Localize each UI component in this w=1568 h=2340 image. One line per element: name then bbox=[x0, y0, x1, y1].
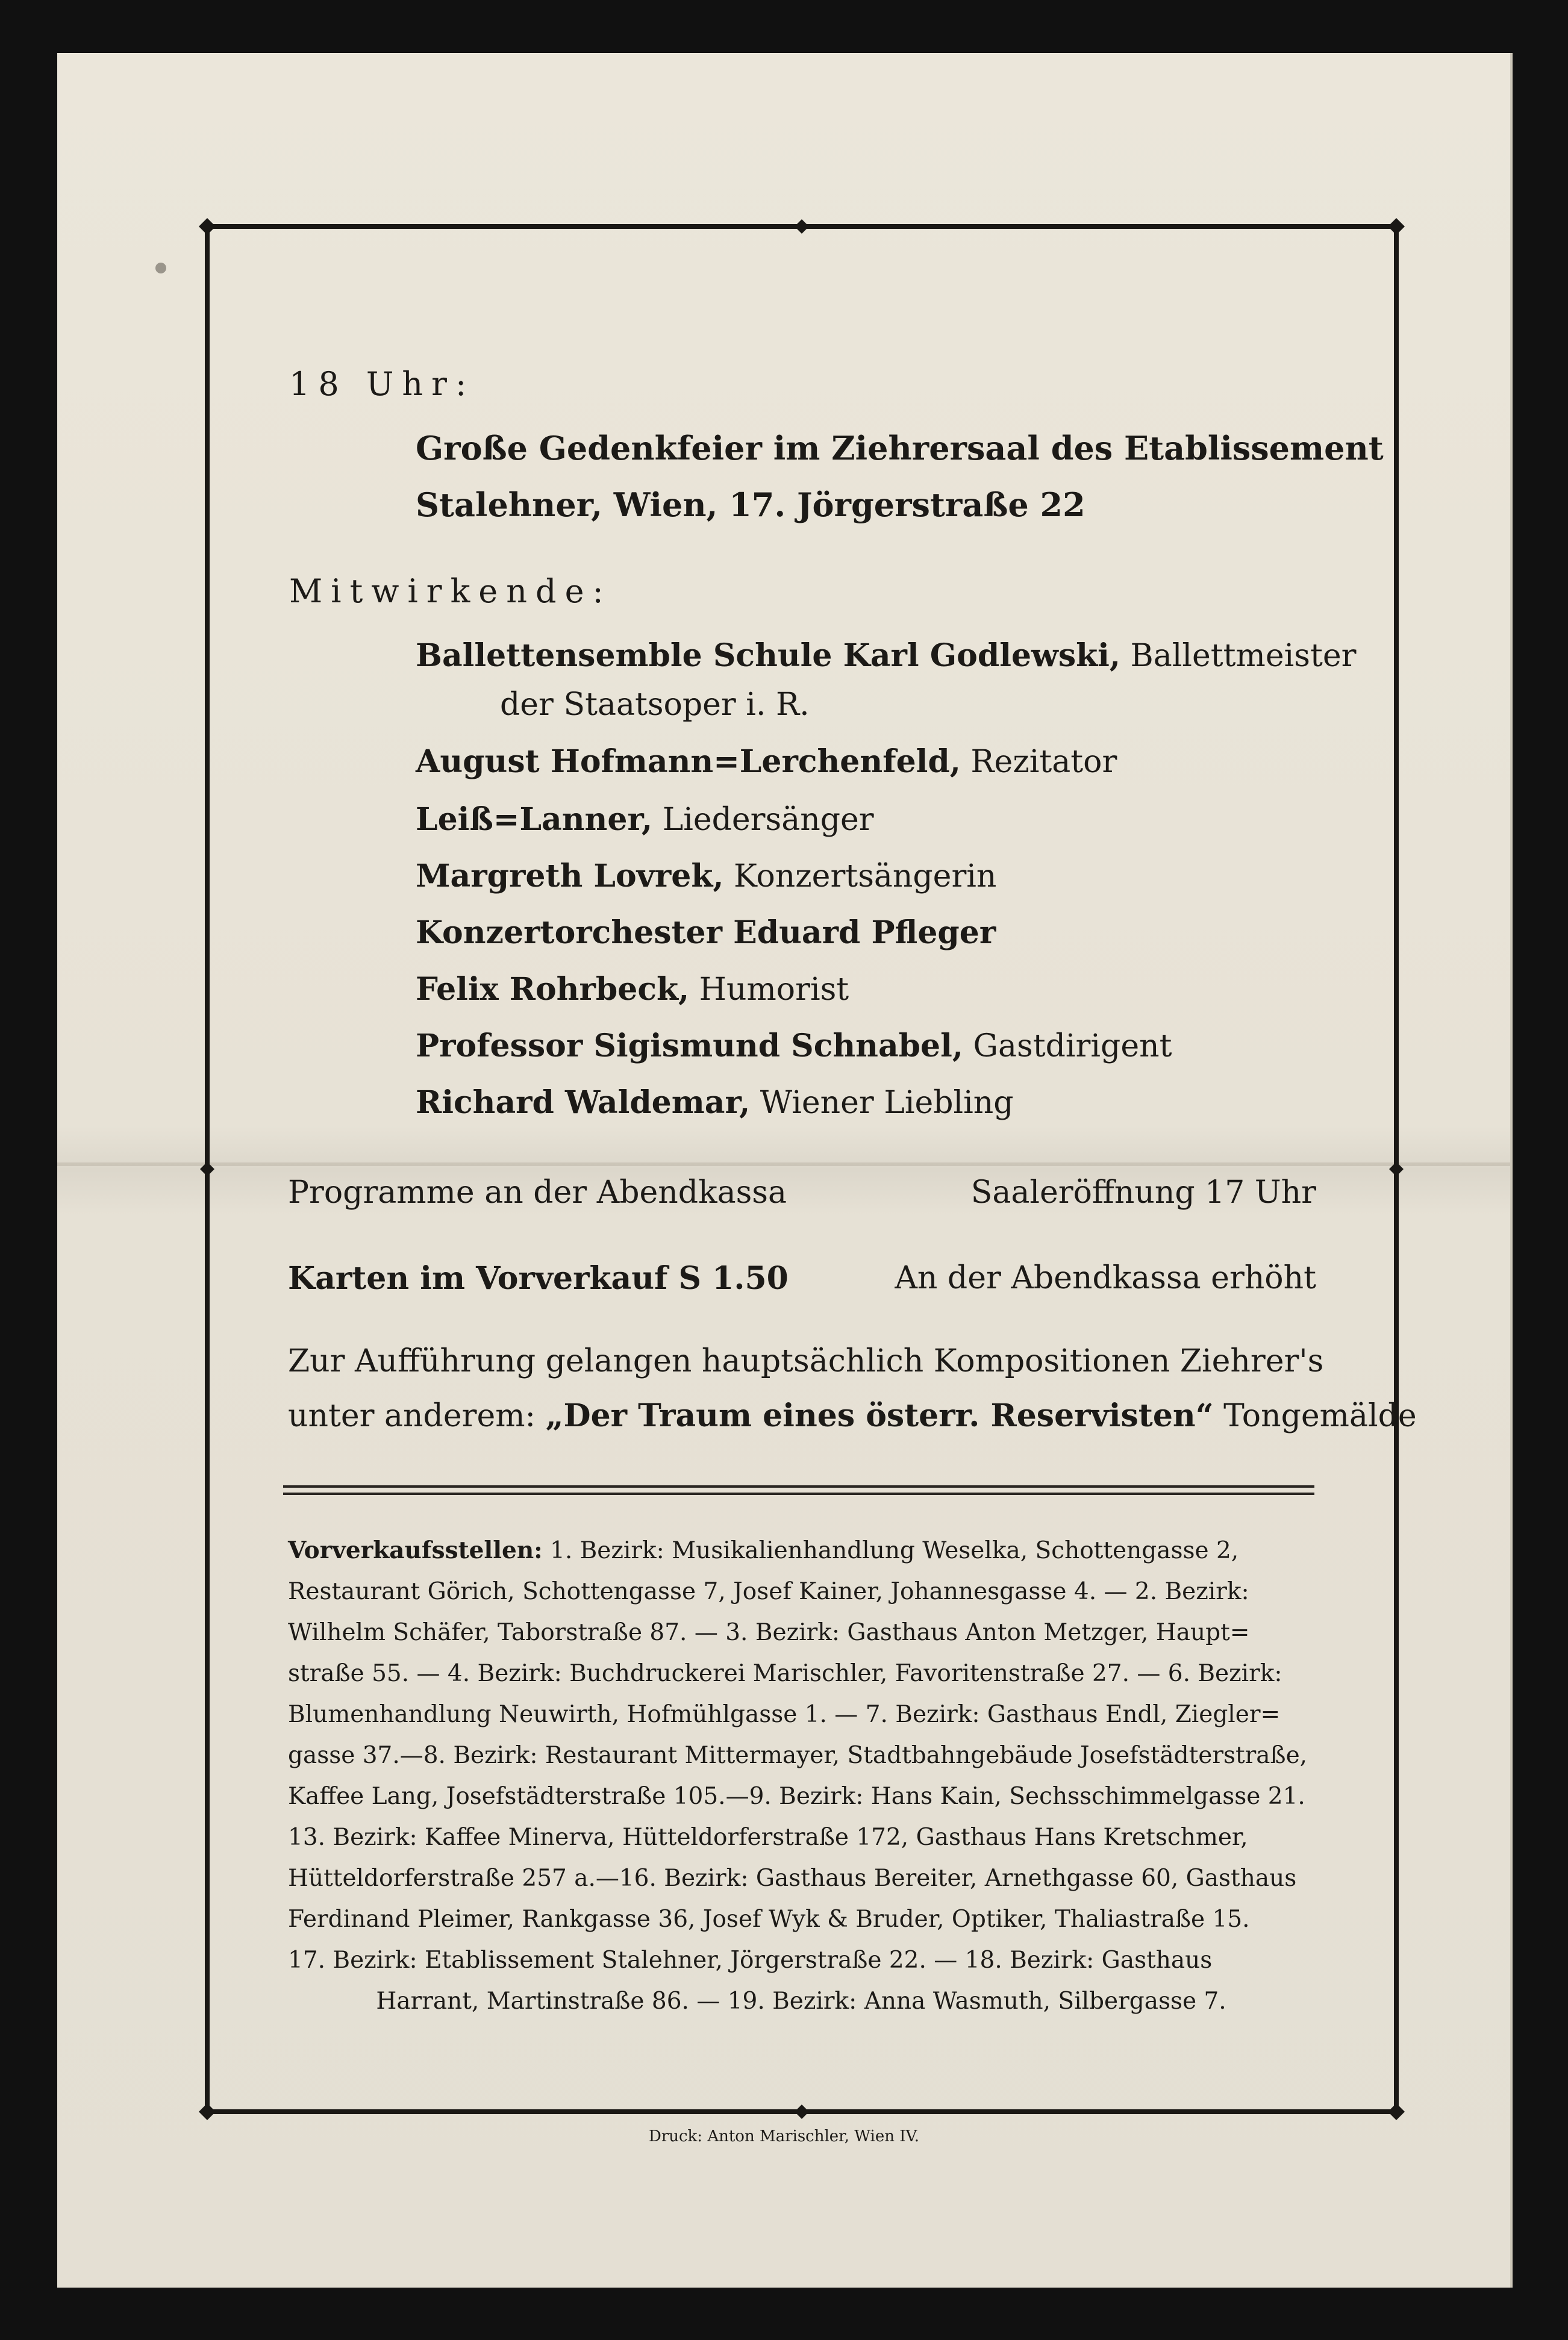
presale-label: Vorverkaufsstellen: bbox=[288, 1537, 543, 1564]
participant-name: Ballettensemble Schule Karl Godlewski, bbox=[416, 637, 1120, 674]
participant-role: Konzertsängerin bbox=[734, 858, 997, 894]
presale-line: gasse 37.—8. Bezirk: Restaurant Mittermayer, Stadtbahngebäude Josefstädterstraße, bbox=[288, 1742, 1308, 1769]
event-line-2: Stalehner, Wien, 17. Jörgerstraße 22 bbox=[416, 485, 1085, 524]
participant-row bbox=[416, 971, 849, 1008]
participant-name: Leiß=Lanner, bbox=[416, 801, 653, 838]
box-office-note: An der Abendkassa erhöht bbox=[895, 1260, 1316, 1296]
presale-line: Wilhelm Schäfer, Taborstraße 87. — 3. Bezirk: Gasthaus Anton Metzger, Haupt= bbox=[288, 1619, 1250, 1646]
presale-line: Restaurant Görich, Schottengasse 7, Josef Kainer, Johannesgasse 4. — 2. Bezirk: bbox=[288, 1578, 1249, 1605]
participant-row bbox=[416, 637, 1356, 674]
presale-line: Ferdinand Pleimer, Rankgasse 36, Josef Wyk & Bruder, Optiker, Thaliastraße 15. bbox=[288, 1906, 1250, 1933]
participant-row bbox=[416, 743, 1117, 780]
presale-locations bbox=[288, 1530, 1314, 2022]
presale-line: 17. Bezirk: Etablissement Stalehner, Jörgerstraße 22. — 18. Bezirk: Gasthaus bbox=[288, 1947, 1213, 1974]
printer-imprint: Druck: Anton Marischler, Wien IV. bbox=[648, 2127, 920, 2145]
separator-rule-bottom bbox=[283, 1493, 1314, 1495]
performance-line-1: Zur Aufführung gelangen hauptsächlich Kompositionen Ziehrer's bbox=[288, 1343, 1324, 1379]
participant-name: Richard Waldemar, bbox=[416, 1084, 751, 1121]
presale-line: Harrant, Martinstraße 86. — 19. Bezirk: Anna Wasmuth, Silbergasse 7. bbox=[376, 1988, 1226, 2015]
participant-role: Liedersänger bbox=[662, 802, 874, 838]
participant-name: Konzertorchester Eduard Pfleger bbox=[416, 914, 996, 951]
participant-row bbox=[416, 801, 874, 838]
participant-row bbox=[416, 1028, 1172, 1064]
performance-title: „Der Traum eines österr. Reservisten“ bbox=[545, 1397, 1214, 1434]
participant-row bbox=[416, 1084, 1014, 1121]
event-line-1: Große Gedenkfeier im Ziehrersaal des Etablissement bbox=[416, 429, 1384, 467]
participant-role: Ballettmeister bbox=[1130, 638, 1357, 674]
participant-name: Felix Rohrbeck, bbox=[416, 971, 690, 1008]
presale-line: 13. Bezirk: Kaffee Minerva, Hütteldorferstraße 172, Gasthaus Hans Kretschmer, bbox=[288, 1824, 1248, 1851]
participant-name: Professor Sigismund Schnabel, bbox=[416, 1028, 963, 1064]
participant-role: Wiener Liebling bbox=[760, 1085, 1014, 1121]
performance-intro: unter anderem: bbox=[288, 1398, 546, 1434]
participant-role: der Staatsoper i. R. bbox=[500, 687, 810, 723]
programme-text: Programme an der Abendkassa bbox=[288, 1175, 787, 1211]
participant-role: Gastdirigent bbox=[973, 1028, 1172, 1064]
participant-name: August Hofmann=Lerchenfeld, bbox=[416, 743, 961, 780]
participant-role: Rezitator bbox=[970, 744, 1117, 780]
performance-suffix: Tongemälde bbox=[1213, 1398, 1417, 1434]
participant-name: Margreth Lovrek, bbox=[416, 858, 724, 894]
doors-open-text: Saaleröffnung 17 Uhr bbox=[970, 1175, 1316, 1211]
participant-row bbox=[500, 687, 810, 723]
participant-role: Humorist bbox=[699, 972, 849, 1008]
performance-line-2 bbox=[288, 1397, 1417, 1434]
presale-line: Hütteldorferstraße 257 a.—16. Bezirk: Gasthaus Bereiter, Arnethgasse 60, Gasthaus bbox=[288, 1865, 1297, 1892]
presale-line: 1. Bezirk: Musikalienhandlung Weselka, Schottengasse 2, bbox=[550, 1537, 1239, 1564]
paper-stain bbox=[155, 263, 166, 273]
time-heading: 18 Uhr: bbox=[289, 365, 475, 403]
separator-rule-top bbox=[283, 1485, 1314, 1488]
presale-line: Blumenhandlung Neuwirth, Hofmühlgasse 1. — 7. Bezirk: Gasthaus Endl, Ziegler= bbox=[288, 1701, 1281, 1728]
participant-row bbox=[416, 858, 996, 894]
presale-line: Kaffee Lang, Josefstädterstraße 105.—9. Bezirk: Hans Kain, Sechsschimmelgasse 21. bbox=[288, 1783, 1305, 1810]
participants-heading: Mitwirkende: bbox=[289, 572, 612, 610]
participant-row bbox=[416, 914, 996, 951]
presale-line: straße 55. — 4. Bezirk: Buchdruckerei Marischler, Favoritenstraße 27. — 6. Bezirk: bbox=[288, 1660, 1282, 1687]
presale-price: Karten im Vorverkauf S 1.50 bbox=[288, 1260, 789, 1297]
